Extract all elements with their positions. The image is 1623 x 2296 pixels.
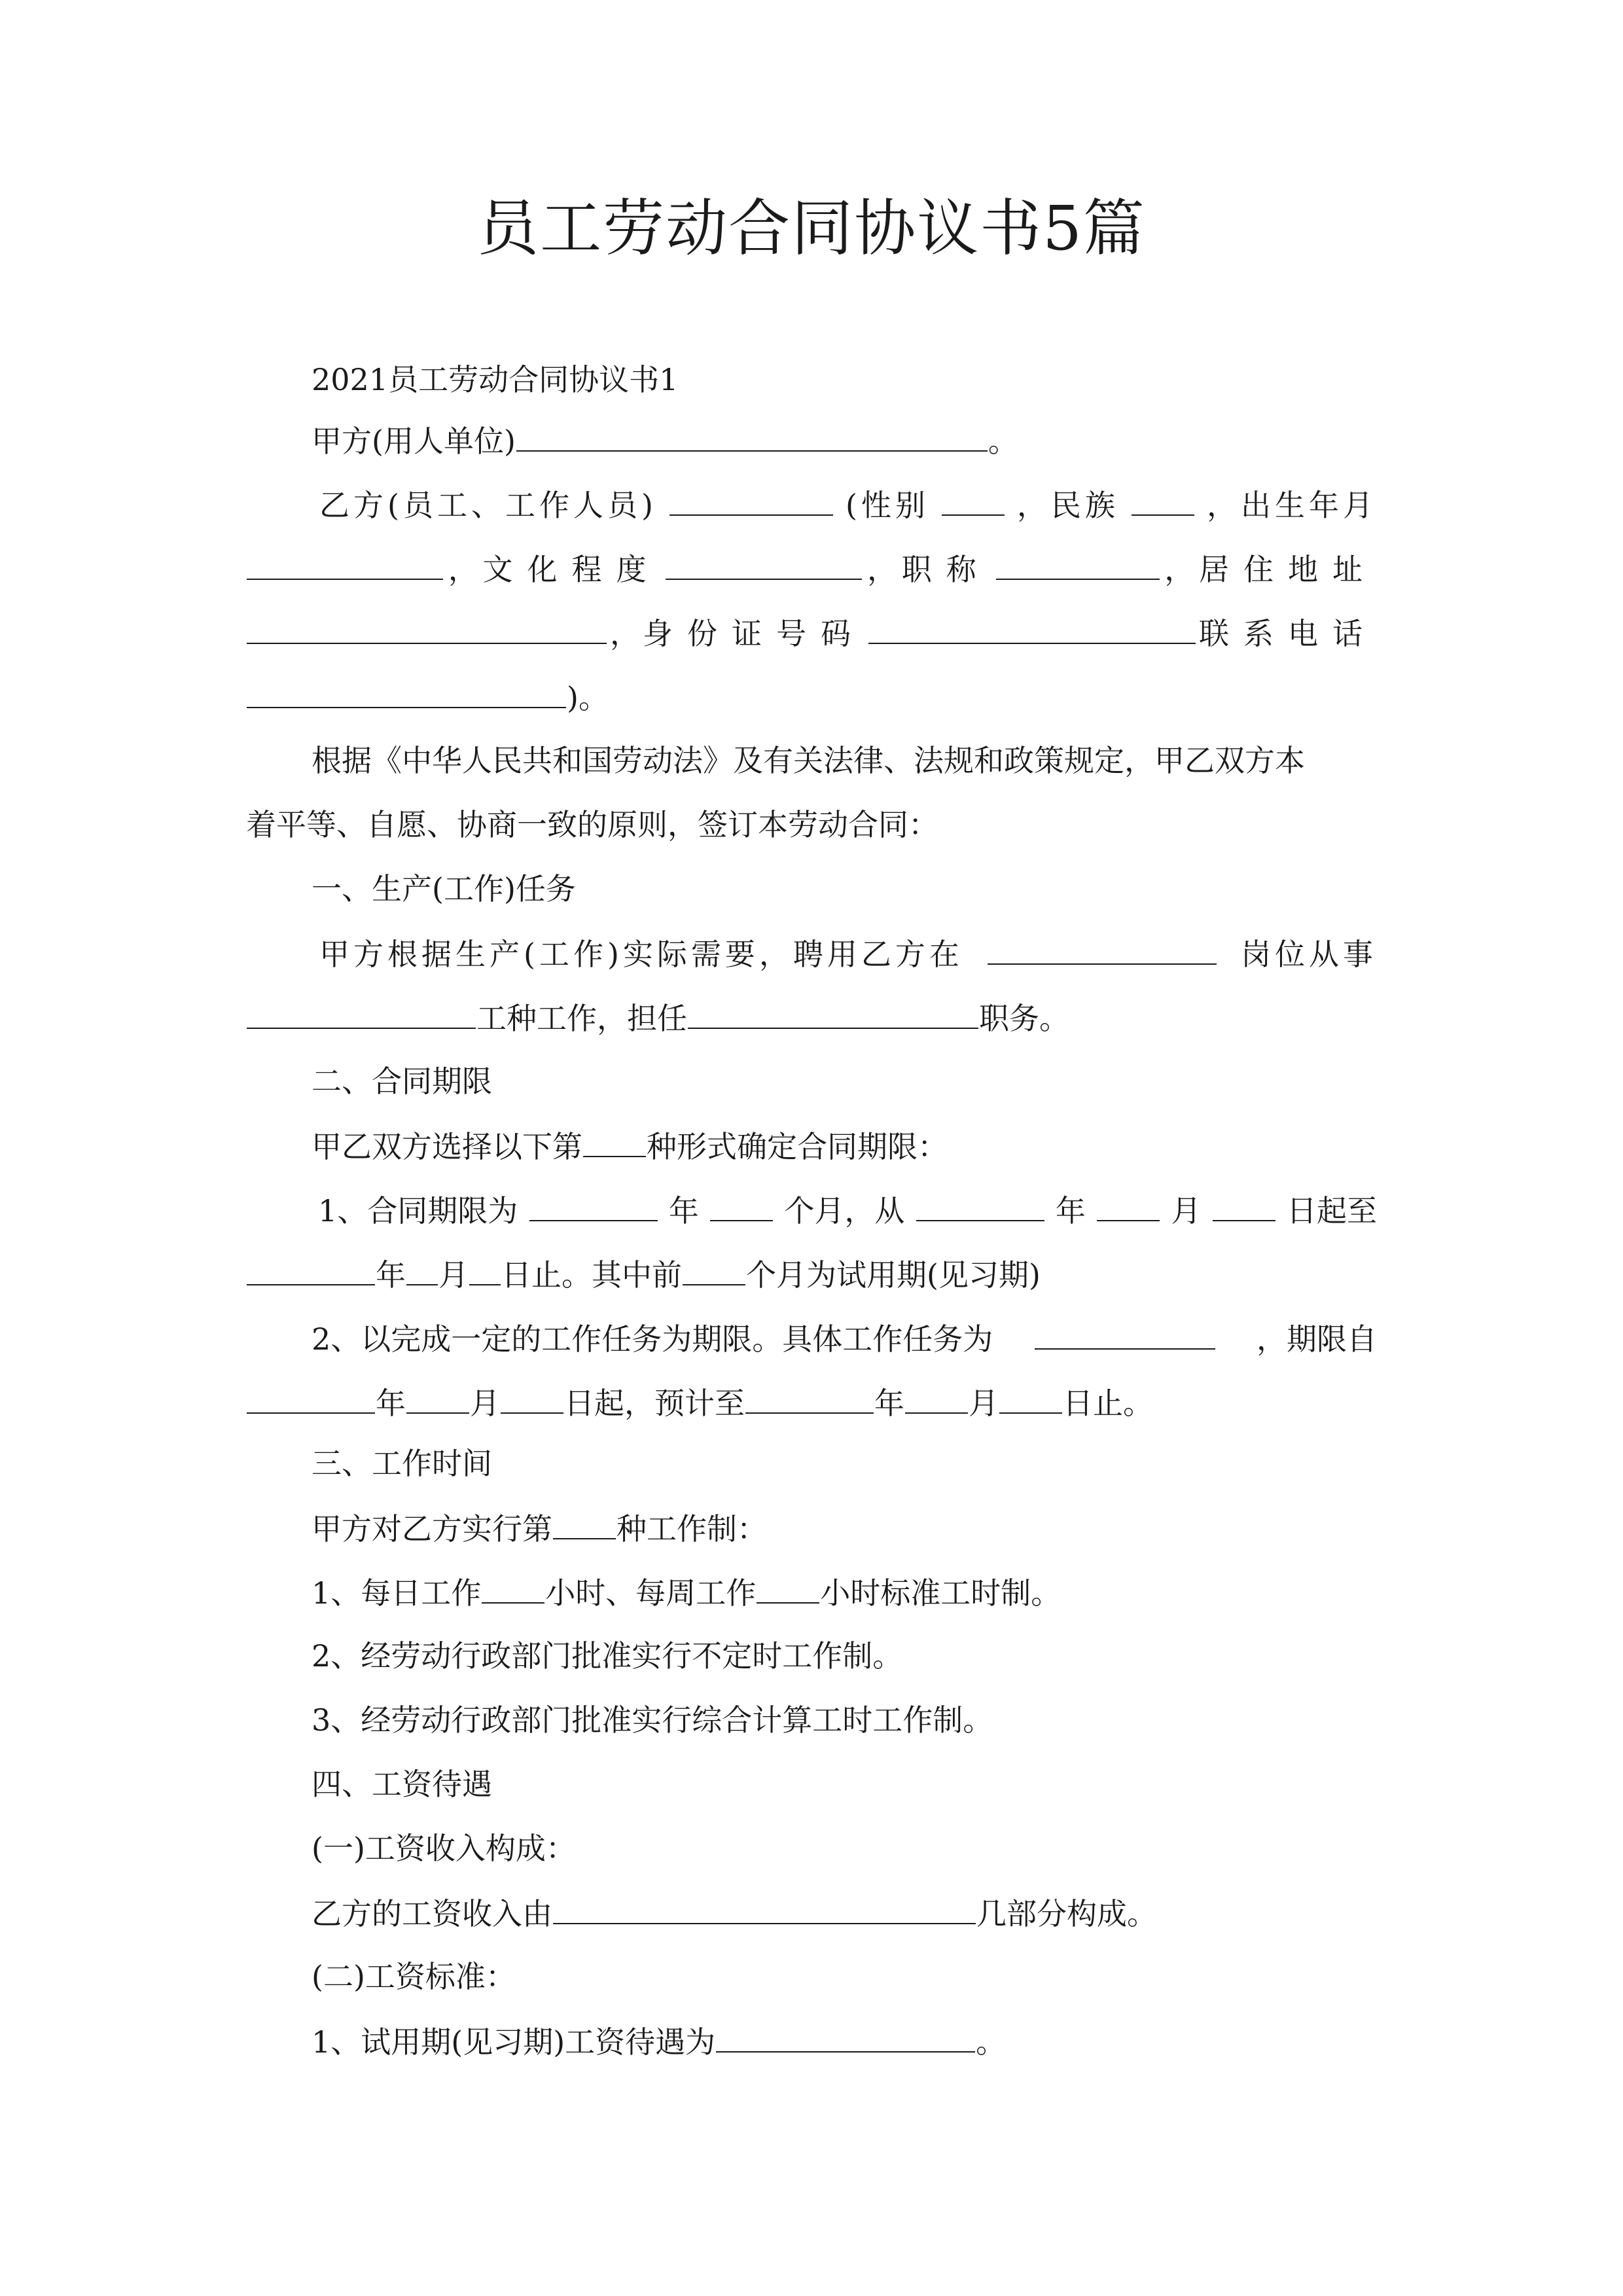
section-4-sub-1: (一)工资收入构成： (312, 1831, 576, 1866)
text: 。 (976, 2024, 1007, 2060)
text: 职务。 (979, 1001, 1069, 1036)
party-b-label: 乙方(员工、工作人员) (319, 488, 657, 523)
wage-components-blank (553, 1893, 976, 1924)
text: 年 (1055, 1193, 1086, 1229)
text: 工种工作，担任 (476, 1001, 687, 1036)
id-number-blank (868, 613, 1196, 644)
party-b-birth-label: ，出生年月 (1206, 488, 1377, 523)
start-year-blank (916, 1190, 1044, 1221)
education-blank (666, 548, 862, 580)
document-title: 员工劳动合同协议书5篇 (477, 193, 1146, 264)
section-2-heading: 二、合同期限 (312, 1064, 492, 1099)
work-system-blank (553, 1508, 616, 1539)
comma: ， (610, 616, 640, 651)
text: 甲方根据生产(工作)实际需要，聘用乙方在 (319, 937, 963, 972)
section-4-line-1 (312, 1893, 1157, 1933)
birth-blank (247, 548, 443, 580)
text: 月 (969, 1386, 999, 1421)
party-b-line-4 (246, 677, 609, 717)
section-3-item-3: 3、经劳动行政部门批准实行综合计算工时工作制。 (312, 1702, 993, 1738)
text: 甲方对乙方实行第 (312, 1511, 552, 1547)
party-b-line-1 (319, 484, 1377, 525)
section-3-heading: 三、工作时间 (312, 1446, 492, 1481)
section-4-sub-2: (二)工资标准： (312, 1959, 516, 1994)
party-a-label: 甲方(用人单位) (312, 423, 516, 459)
task-end-month-blank (905, 1382, 968, 1414)
section-2-item-2-line-1 (312, 1318, 1377, 1359)
address-blank (247, 613, 607, 644)
task-end-day-blank (999, 1382, 1062, 1414)
text: 日起，预计至 (564, 1386, 745, 1421)
party-a-end: 。 (988, 423, 1018, 459)
text: 乙方的工资收入由 (312, 1896, 552, 1931)
gender-blank (942, 484, 1005, 516)
party-a-line (312, 420, 1018, 461)
party-b-line-2 (246, 548, 1377, 589)
section-1-heading: 一、生产(工作)任务 (312, 871, 576, 906)
phone-blank (247, 677, 566, 708)
text: 月 (438, 1257, 469, 1293)
text: 几部分构成。 (976, 1896, 1157, 1931)
phone-label: 联系电话 (1199, 616, 1377, 651)
comma: ， (448, 552, 478, 587)
text: 年 (874, 1386, 904, 1421)
task-start-day-blank (501, 1382, 563, 1414)
job-type-blank (247, 997, 476, 1029)
start-day-blank (1213, 1190, 1275, 1221)
task-blank (1035, 1318, 1215, 1350)
section-3-item-1 (312, 1572, 1061, 1613)
task-end-year-blank (745, 1382, 874, 1414)
section-1-line-2 (246, 997, 1069, 1038)
title-label: 职称 (901, 552, 991, 587)
text: 种工作制： (616, 1511, 767, 1547)
text: 小时、每周工作 (545, 1575, 757, 1611)
party-a-blank (516, 420, 988, 452)
text: 日起至 (1286, 1193, 1377, 1229)
text: 1、合同期限为 (318, 1193, 518, 1229)
end-month-blank (406, 1254, 438, 1285)
basis-line-1: 根据《中华人民共和国劳动法》及有关法律、法规和政策规定，甲乙双方本 (312, 743, 1305, 778)
text: 日止。其中前 (501, 1257, 682, 1293)
text: 种形式确定合同期限： (647, 1129, 948, 1164)
post-blank (988, 933, 1217, 965)
section-2-intro (312, 1126, 948, 1166)
comma: ， (867, 552, 897, 587)
id-number-label: 身份证号码 (643, 616, 865, 651)
section-subtitle: 2021员工劳动合同协议书1 (312, 362, 679, 397)
position-blank (688, 997, 978, 1029)
section-2-item-1-line-2 (246, 1254, 1041, 1295)
text: 甲乙双方选择以下第 (312, 1129, 582, 1164)
section-4-heading: 四、工资待遇 (312, 1767, 492, 1802)
task-start-month-blank (406, 1382, 469, 1414)
end-day-blank (469, 1254, 501, 1285)
party-b-gender-label: (性别 (845, 488, 929, 523)
probation-wage-blank (716, 2021, 975, 2053)
address-label: 居住地址 (1199, 552, 1377, 587)
comma: ， (1164, 552, 1195, 587)
text: 年 (376, 1257, 406, 1293)
text: 岗位从事 (1241, 937, 1377, 972)
section-3-intro (312, 1508, 767, 1549)
text: 小时标准工时制。 (820, 1575, 1061, 1611)
title-blank (996, 548, 1160, 580)
text: 月 (1171, 1193, 1202, 1229)
text: 年 (376, 1386, 406, 1421)
text: ，期限自 (1257, 1321, 1377, 1357)
task-start-year-blank (247, 1382, 375, 1414)
start-month-blank (1097, 1190, 1160, 1221)
section-1-line-1 (319, 933, 1377, 974)
basis-line-2: 着平等、自愿、协商一致的原则，签订本劳动合同： (246, 807, 938, 842)
text: 1、每日工作 (312, 1575, 482, 1611)
education-label: 文化程度 (482, 552, 661, 587)
section-3-item-2: 2、经劳动行政部门批准实行不定时工作制。 (312, 1638, 903, 1674)
section-2-item-1-line-1 (318, 1190, 1377, 1230)
years-blank (529, 1190, 658, 1221)
ethnicity-blank (1132, 484, 1194, 516)
text: 月 (470, 1386, 500, 1421)
party-b-ethnicity-label: ，民族 (1016, 488, 1119, 523)
weekly-hours-blank (757, 1572, 819, 1604)
daily-hours-blank (482, 1572, 544, 1604)
text: 年 (668, 1193, 699, 1229)
text: 个月为试用期(见习期) (746, 1257, 1041, 1293)
text: 日止。 (1063, 1386, 1153, 1421)
party-b-name-blank (669, 484, 833, 516)
months-blank (710, 1190, 773, 1221)
section-4-item-1 (312, 2021, 1006, 2062)
probation-blank (683, 1254, 745, 1285)
end-year-blank (247, 1254, 375, 1285)
text: 1、试用期(见习期)工资待遇为 (312, 2024, 716, 2060)
party-b-end: )。 (567, 680, 609, 715)
form-blank (583, 1126, 646, 1157)
text: 2、以完成一定的工作任务为期限。具体工作任务为 (312, 1321, 993, 1357)
text: 个月，从 (784, 1193, 905, 1229)
section-2-item-2-line-2 (246, 1382, 1153, 1423)
party-b-line-3 (246, 613, 1377, 653)
